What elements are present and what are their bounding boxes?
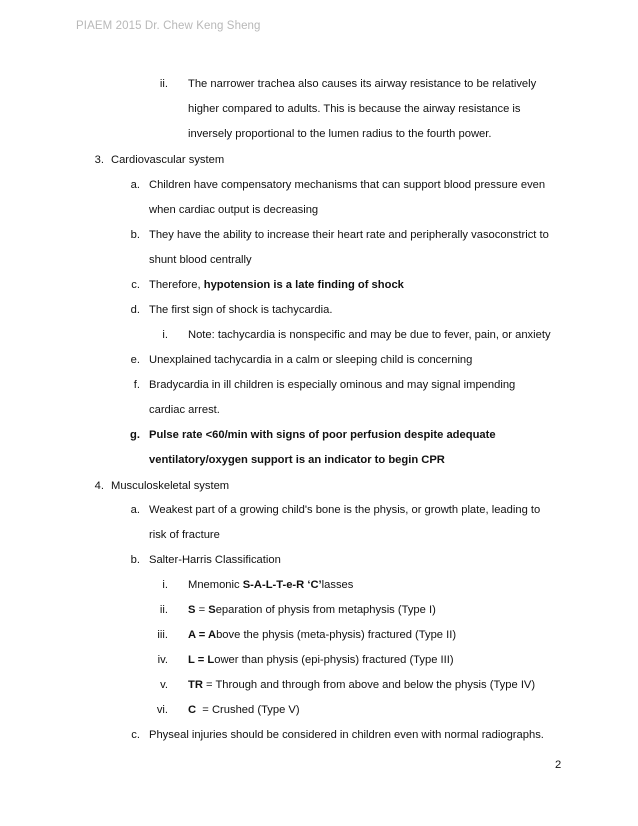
msk-b-vi-line [188,703,300,717]
list-marker: a. [130,179,140,191]
cardio-c-prefix: Therefore, [149,279,204,291]
list-marker: iii. [157,629,168,641]
section-title-cardiovascular: Cardiovascular system [111,154,225,166]
list-marker: g. [130,429,140,441]
msk-b-v-line [188,678,535,692]
msk-b-iii-suffix: bove the physis (meta-physis) fractured (Type II) [216,629,457,641]
msk-a-line-1: Weakest part of a growing child's bone is the physis, or growth plate, leading to [149,504,541,516]
list-marker: c. [131,279,140,291]
list-marker: e. [130,354,140,366]
msk-b-iv-suffix: ower than physis (epi-physis) fractured (Type III) [214,654,454,666]
cardio-c-bold: hypotension is a late finding of shock [203,279,404,291]
msk-b-ii-mid: = [195,604,209,616]
cardio-c-line [149,278,404,292]
list-marker: 4. [94,480,104,492]
msk-b-i-prefix: Mnemonic [188,579,243,591]
msk-b-iii-line [188,628,456,642]
list-marker: ii. [159,78,168,90]
cardio-f-line-2: cardiac arrest. [149,404,220,416]
cardio-e-line: Unexplained tachycardia in a calm or sleeping child is concerning [149,354,473,366]
msk-b-i-line [188,578,353,592]
list-marker: v. [160,679,168,691]
airway-ii-line-2: higher compared to adults. This is because the airway resistance is [188,103,521,115]
cardio-a-line-2: when cardiac output is decreasing [149,204,319,216]
page-number: 2 [555,759,562,771]
cardio-b-line-2: shunt blood centrally [149,254,252,266]
msk-b-line: Salter-Harris Classification [149,554,281,566]
cardio-d-i-line: Note: tachycardia is nonspecific and may be due to fever, pain, or anxiety [188,329,551,341]
msk-b-vi-suffix: = Crushed (Type V) [196,704,300,716]
msk-b-iv-bold: L = L [188,654,215,666]
msk-b-ii-suffix: eparation of physis from metaphysis (Type I) [215,604,436,616]
list-marker: b. [130,554,140,566]
cardio-d-line: The first sign of shock is tachycardia. [149,304,333,316]
list-marker: a. [130,504,140,516]
cardio-a-line-1: Children have compensatory mechanisms that can support blood pressure even [149,179,546,191]
list-marker: i. [162,579,168,591]
msk-a-line-2: risk of fracture [149,529,220,541]
msk-b-ii-bold-1: S [188,604,196,616]
list-marker: c. [131,729,140,741]
list-marker: i. [162,329,168,341]
list-marker: 3. [94,154,104,166]
msk-b-iii-bold: A = A [188,629,217,641]
list-marker: d. [130,304,140,316]
msk-b-v-bold: TR [188,679,203,691]
msk-b-i-suffix: lasses [321,579,354,591]
msk-b-ii-line [188,603,436,617]
msk-b-iv-line [188,653,454,667]
list-marker: vi. [156,704,168,716]
airway-ii-line-3: inversely proportional to the lumen radius to the fourth power. [188,128,492,140]
msk-b-i-bold: S-A-L-T-e-R ‘C’ [242,579,322,591]
list-marker: ii. [159,604,168,616]
page-header: PIAEM 2015 Dr. Chew Keng Sheng [76,20,261,32]
msk-c-line: Physeal injuries should be considered in children even with normal radiographs. [149,729,544,741]
cardio-g-line-1: Pulse rate <60/min with signs of poor perfusion despite adequate [149,429,496,441]
list-marker: iv. [157,654,168,666]
msk-b-vi-bold: C [188,704,197,716]
msk-b-ii-bold-2: S [208,604,216,616]
cardio-g-line-2: ventilatory/oxygen support is an indicator to begin CPR [149,454,445,466]
cardio-f-line-1: Bradycardia in ill children is especially ominous and may signal impending [149,379,516,391]
list-marker: f. [133,379,140,391]
cardio-b-line-1: They have the ability to increase their heart rate and peripherally vasoconstrict to [149,229,549,241]
section-title-musculoskeletal: Musculoskeletal system [111,480,230,492]
msk-b-v-suffix: = Through and through from above and below the physis (Type IV) [202,679,536,691]
list-marker: b. [130,229,140,241]
airway-ii-line-1: The narrower trachea also causes its airway resistance to be relatively [188,78,537,90]
